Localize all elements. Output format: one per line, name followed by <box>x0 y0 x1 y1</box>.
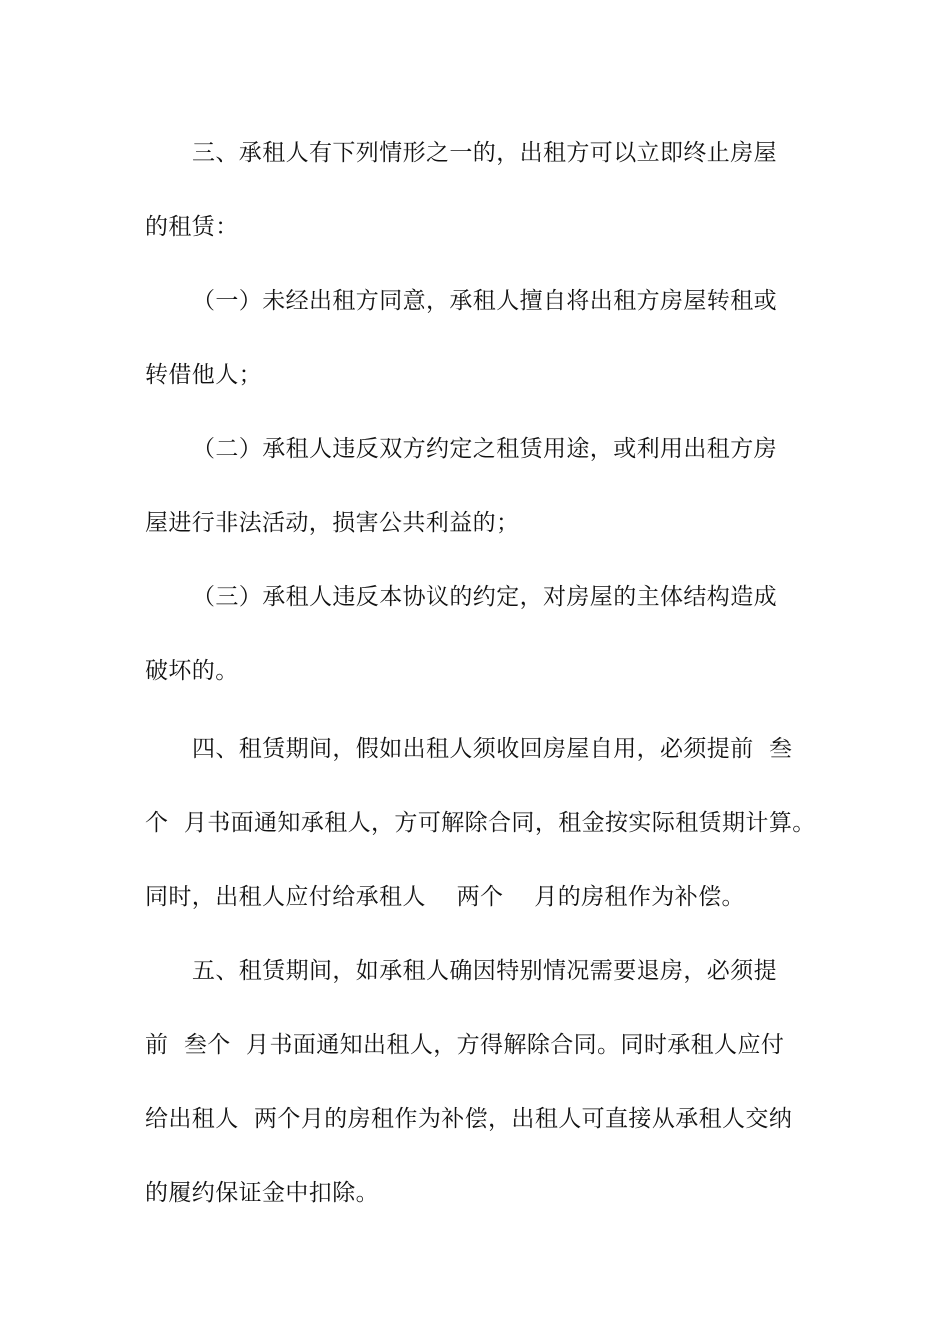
clause-4-heading-line: 四、租赁期间，假如出租人须收回房屋自用，必须提前 叁 <box>192 736 793 762</box>
item-2-line: （二）承租人违反双方约定之租赁用途，或利用出租方房 <box>192 436 777 462</box>
clause-5-line-4: 的履约保证金中扣除。 <box>145 1180 379 1206</box>
clause-5-heading-line: 五、租赁期间，如承租人确因特别情况需要退房，必须提 <box>192 958 777 984</box>
item-1-continuation-line: 转借他人； <box>145 362 262 388</box>
clause-4-line-2: 个 月书面通知承租人，方可解除合同，租金按实际租赁期计算。 <box>145 810 816 836</box>
clause-5-line-3: 给出租人 两个月的房租作为补偿，出租人可直接从承租人交纳 <box>145 1106 793 1132</box>
item-3-line: （三）承租人违反本协议的约定，对房屋的主体结构造成 <box>192 584 777 610</box>
item-3-continuation-line: 破坏的。 <box>145 658 239 684</box>
clause-3-heading-line: 三、承租人有下列情形之一的，出租方可以立即终止房屋 <box>192 140 777 166</box>
item-1-line: （一）未经出租方同意，承租人擅自将出租方房屋转租或 <box>192 288 777 314</box>
clause-4-line-3: 同时，出租人应付给承租人 两个 月的房租作为补偿。 <box>145 884 745 910</box>
clause-5-line-2: 前 叁个 月书面通知出租人，方得解除合同。同时承租人应付 <box>145 1032 785 1058</box>
item-2-continuation-line: 屋进行非法活动，损害公共利益的； <box>145 510 520 536</box>
clause-3-continuation-line: 的租赁： <box>145 214 239 240</box>
